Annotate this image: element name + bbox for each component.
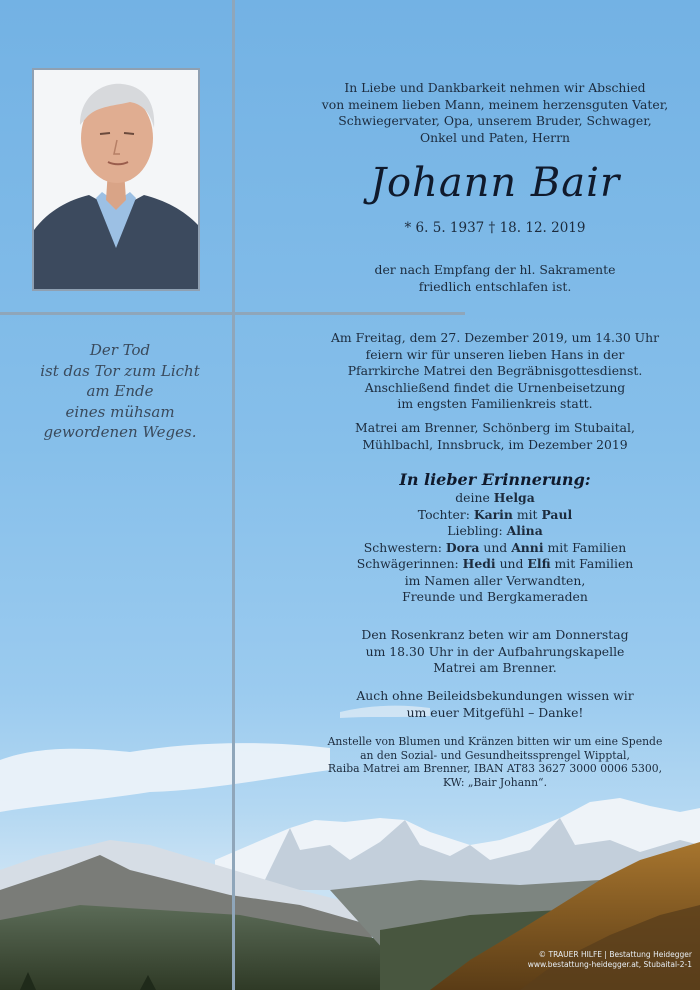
name: Paul: [541, 506, 573, 522]
name: Elfi: [527, 556, 551, 571]
donation-line: an den Sozial- und Gesundheitssprengel Wipptal,: [360, 748, 630, 762]
name: Dora: [445, 539, 480, 555]
cloud: [0, 743, 330, 812]
sacrament-text: [320, 262, 670, 295]
quote-line: ist das Tor zum Licht: [40, 361, 200, 380]
label: und: [495, 556, 528, 571]
label: Schwestern:: [363, 539, 446, 555]
family-list: [320, 490, 670, 606]
intro-line: von meinem lieben Mann, meinem herzensguten Vater,: [321, 96, 669, 112]
family-sisters-in-law: [320, 556, 670, 573]
memory-title: In lieber Erinnerung:: [399, 470, 591, 489]
rosary-line: um 18.30 Uhr in der Aufbahrungskapelle: [365, 643, 625, 659]
label: mit: [512, 506, 542, 522]
donation-line: Anstelle von Blumen und Kränzen bitten wir um eine Spende: [327, 735, 663, 748]
footer-copyright: © TRAUER HILFE | Bestattung Heidegger: [538, 950, 692, 959]
places-line: Mühlbachl, Innsbruck, im Dezember 2019: [362, 436, 628, 452]
footer-credit: [430, 950, 692, 970]
memorial-quote: [20, 340, 220, 443]
family-friends: Freunde und Bergkameraden: [402, 589, 588, 604]
family-sisters: [320, 540, 670, 557]
service-line: Anschließend findet die Urnenbeisetzung: [364, 379, 626, 395]
quote-line: eines mühsam: [65, 402, 175, 421]
donation-line: KW: „Bair Johann“.: [443, 775, 547, 789]
donation-line: Raiba Matrei am Brenner, IBAN AT83 3627 3000 0006 5300,: [327, 762, 663, 775]
family-relatives: im Namen aller Verwandten,: [404, 572, 586, 588]
sacrament-line: der nach Empfang der hl. Sakramente: [374, 262, 616, 277]
label: Tochter:: [417, 506, 474, 522]
family-daughter: [320, 507, 670, 524]
footer-website[interactable]: www.bestattung-heidegger.at, Stubaital-2-1: [527, 960, 692, 969]
cross-horizontal-bar: [0, 312, 465, 315]
service-line: Am Freitag, dem 27. Dezember 2019, um 14.30 Uhr: [330, 330, 660, 345]
label: Liebling:: [447, 523, 507, 538]
quote-line: am Ende: [86, 382, 154, 400]
quote-line: gewordenen Weges.: [43, 423, 197, 441]
label: deine: [455, 490, 494, 505]
label: mit Familien: [550, 556, 634, 571]
label: Schwägerinnen:: [356, 556, 463, 571]
family-darling: [320, 523, 670, 540]
portrait-photo: [32, 68, 200, 291]
intro-text: [320, 80, 670, 146]
intro-line: In Liebe und Dankbarkeit nehmen wir Abschied: [344, 80, 646, 95]
intro-line: Onkel und Paten, Herrn: [419, 129, 570, 145]
sacrament-line: friedlich entschlafen ist.: [418, 278, 572, 294]
thanks-line: Auch ohne Beileidsbekundungen wissen wir: [356, 688, 634, 703]
service-line: im engsten Familienkreis statt.: [397, 396, 593, 411]
service-line: Pfarrkirche Matrei den Begräbnisgottesdienst.: [347, 363, 643, 378]
rosary-line: Den Rosenkranz beten wir am Donnerstag: [361, 627, 629, 642]
name: Alina: [506, 523, 543, 538]
places-date-text: [320, 420, 670, 453]
cross-vertical-bar: [232, 0, 235, 990]
rosary-line: Matrei am Brenner.: [433, 660, 557, 675]
funeral-service-text: [320, 330, 670, 413]
places-line: Matrei am Brenner, Schönberg im Stubaital,: [355, 420, 635, 435]
deceased-name: Johann Bair: [369, 160, 621, 206]
rosary-text: [320, 627, 670, 677]
name: Helga: [493, 490, 535, 505]
thanks-text: [320, 688, 670, 721]
thanks-line: um euer Mitgefühl – Danke!: [406, 704, 584, 720]
donation-text: [320, 735, 670, 789]
name: Hedi: [462, 556, 496, 571]
quote-line: Der Tod: [89, 341, 151, 359]
life-dates: * 6. 5. 1937 † 18. 12. 2019: [404, 220, 586, 236]
service-line: feiern wir für unseren lieben Hans in der: [365, 346, 625, 362]
label: mit Familien: [543, 539, 627, 555]
intro-line: Schwiegervater, Opa, unserem Bruder, Schwager,: [338, 113, 652, 128]
name: Karin: [473, 506, 513, 522]
family-wife: [320, 490, 670, 507]
name: Anni: [511, 539, 544, 555]
label: und: [479, 539, 512, 555]
